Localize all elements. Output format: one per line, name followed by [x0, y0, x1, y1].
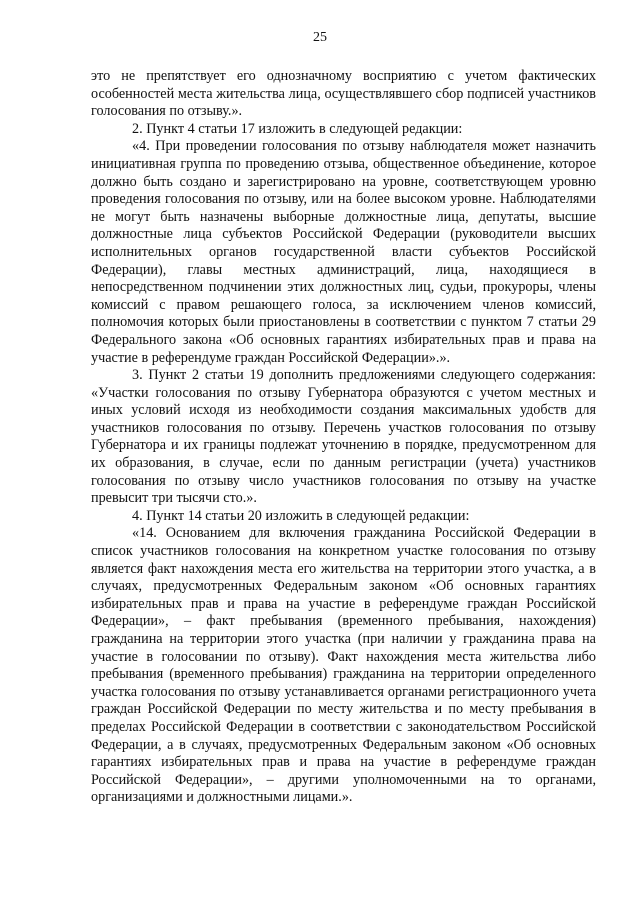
paragraph-item-2: 2. Пункт 4 статьи 17 изложить в следующей редакции:	[132, 120, 463, 137]
paragraph-quoted-clause-14: «14. Основанием для включения гражданина Российской Федерации в список участников голосования на конкретном участке голосования по отзыву является факт нахождения места его жительства на территории этого участка, а в случаях, предусмотренных Федеральным законом «Об основных гарантиях избирательных прав и права на участие в референдуме граждан Российской Федерации», – факт пребывания (временного пребывания, нахождения) гражданина на территории этого участка (при наличии у гражданина права на участие в голосовании по отзыву). Факт нахождения места жительства либо пребывания (временного пребывания) гражданина на территории определенного участка голосования по отзыву устанавливается органами регистрационного учета граждан Российской Федерации по месту жительства и по месту пребывания в пределах Российской Федерации в соответствии с законодательством Российской Федерации, а в случаях, предусмотренных Федеральным законом «Об основных гарантиях избирательных прав и права на участие в референдуме граждан Российской Федерации», – другими уполномоченными на то органами, организациями и должностными лицами.».	[91, 525, 596, 806]
document-body	[91, 68, 596, 807]
paragraph-continuation: это не препятствует его однозначному восприятию с учетом фактических особенностей места жительства лица, осуществлявшего сбор подписей участников голосования по отзыву.».	[91, 68, 596, 120]
paragraph-quoted-clause-4: «4. При проведении голосования по отзыву наблюдателя может назначить инициативная группа по проведению отзыва, общественное объединение, которое должно быть создано и зарегистрировано на уровне, соответствующем уровню проведения голосования по отзыву, или на более высоком уровне. Наблюдателями не могут быть назначены выборные должностные лица, депутаты, высшие должностные лица субъектов Российской Федерации (руководители высших исполнительных органов государственной власти субъектов Российской Федерации), главы местных администраций, лица, находящиеся в непосредственном подчинении этих должностных лиц, судьи, прокуроры, члены комиссий с правом решающего голоса, за исключением членов комиссий, полномочия которых были приостановлены в соответствии с пунктом 7 статьи 29 Федерального закона «Об основных гарантиях избирательных прав и права на участие в референдуме граждан Российской Федерации».».	[91, 138, 596, 366]
paragraph-item-3: 3. Пункт 2 статьи 19 дополнить предложениями следующего содержания: «Участки голосования по отзыву Губернатора образуются с учетом местных и иных условий исходя из необходимости создания максимальных удобств для участников голосования по отзыву. Перечень участков голосования по отзыву Губернатора и их границы подлежат уточнению в порядке, предусмотренном для их образования, в случае, если по данным регистрации (учета) участников голосования по отзыву число участников голосования по отзыву на участке превысит три тысячи сто.».	[91, 367, 596, 507]
paragraph-item-4: 4. Пункт 14 статьи 20 изложить в следующей редакции:	[132, 507, 470, 524]
page-number: 25	[313, 30, 327, 45]
